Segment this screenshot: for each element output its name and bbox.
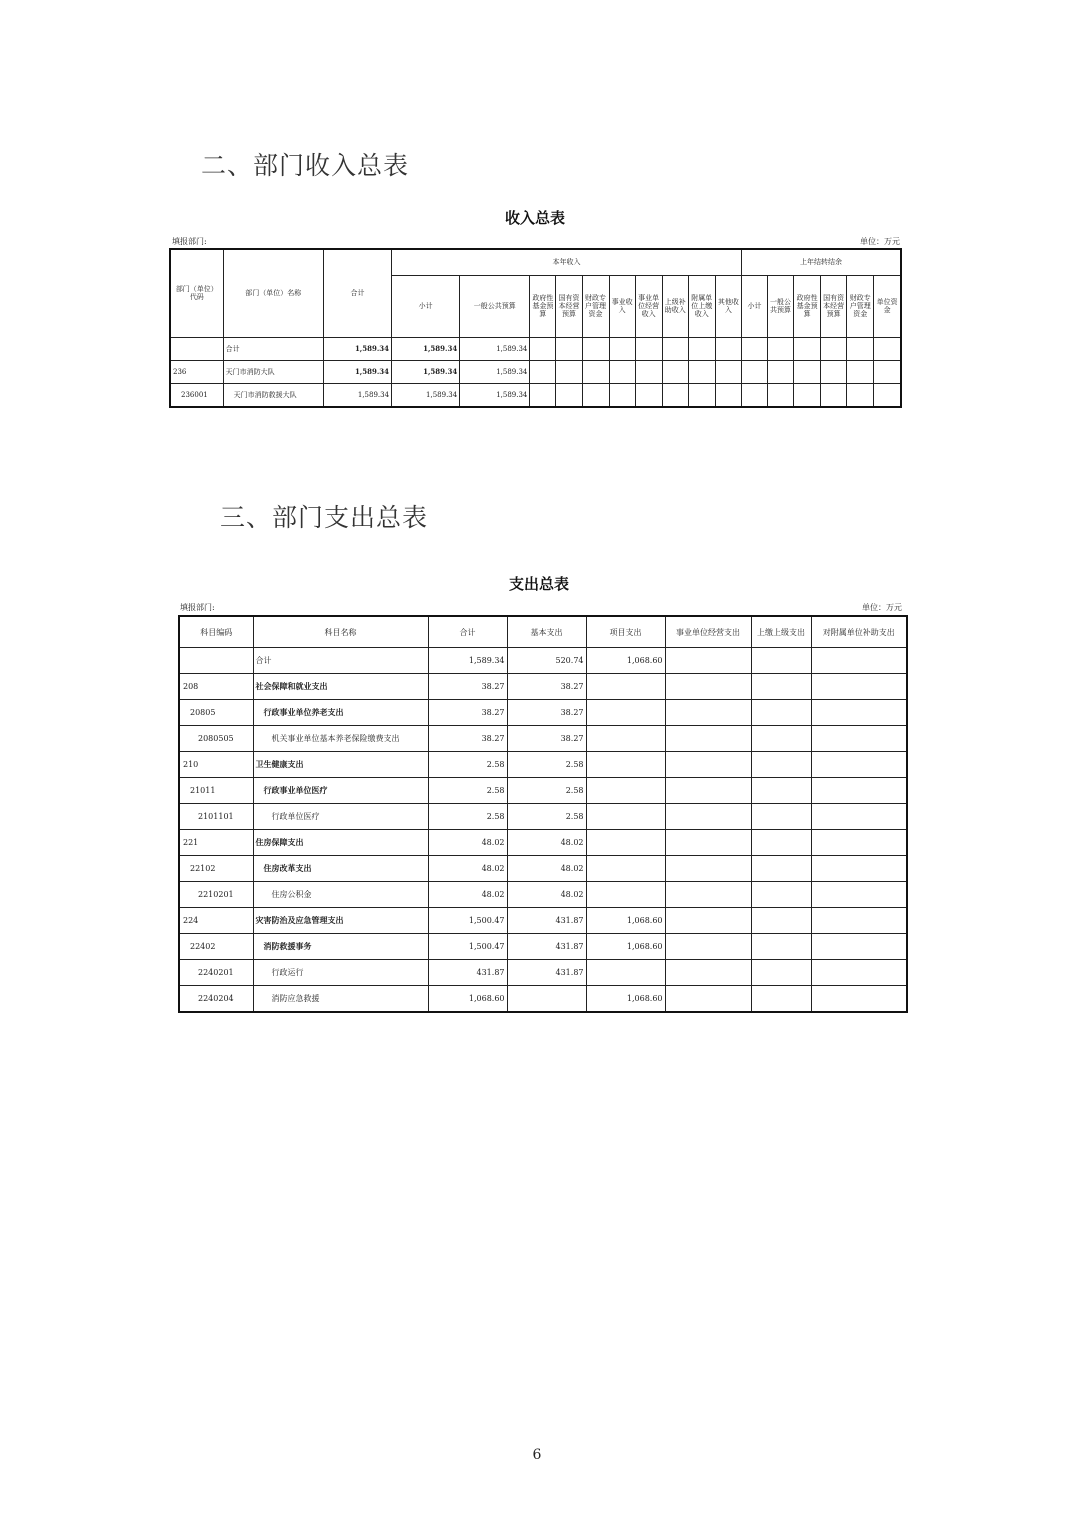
- expense-cell-total: 48.02: [428, 830, 507, 856]
- expense-cell-basic: 48.02: [507, 856, 586, 882]
- expense-cell-empty: [665, 856, 751, 882]
- expense-cell-total: 38.27: [428, 700, 507, 726]
- expense-cell-basic: 431.87: [507, 908, 586, 934]
- income-col-gov-fund: 政府性基金预算: [530, 275, 556, 337]
- income-col-affiliate-remit: 附属单位上缴收入: [688, 275, 715, 337]
- expense-header-code: 科目编码: [179, 616, 253, 648]
- expense-cell-project: [586, 726, 665, 752]
- expense-cell-basic: 431.87: [507, 934, 586, 960]
- expense-cell-empty: [751, 856, 811, 882]
- expense-cell-name: 行政事业单位养老支出: [253, 700, 428, 726]
- expense-cell-total: 1,500.47: [428, 934, 507, 960]
- expense-cell-code: 22102: [179, 856, 253, 882]
- income-cell-subtotal: 1,589.34: [392, 360, 460, 383]
- expense-row: [179, 934, 907, 960]
- expense-row: [179, 908, 907, 934]
- expense-cell-total: 2.58: [428, 804, 507, 830]
- expense-cell-empty: [665, 674, 751, 700]
- expense-cell-code: 221: [179, 830, 253, 856]
- income-col-other-income: 其他收入: [715, 275, 741, 337]
- expense-cell-empty: [665, 986, 751, 1013]
- expense-cell-empty: [811, 778, 907, 804]
- expense-cell-empty: [665, 726, 751, 752]
- income-col-prior-special: 财政专户管理资金: [847, 275, 874, 337]
- expense-cell-empty: [811, 726, 907, 752]
- income-col-special-account: 财政专户管理资金: [582, 275, 609, 337]
- expense-cell-basic: 2.58: [507, 804, 586, 830]
- expense-cell-project: 1,068.60: [586, 986, 665, 1013]
- income-col-superior-subsidy: 上级补助收入: [662, 275, 688, 337]
- expense-cell-name: 行政运行: [253, 960, 428, 986]
- expense-row: [179, 752, 907, 778]
- income-table: [169, 248, 902, 408]
- expense-cell-project: 1,068.60: [586, 908, 665, 934]
- expense-cell-empty: [751, 960, 811, 986]
- expense-cell-basic: 38.27: [507, 726, 586, 752]
- expense-cell-empty: [665, 882, 751, 908]
- expense-cell-basic: [507, 986, 586, 1013]
- expense-header-affiliate-subsidy: 对附属单位补助支出: [811, 616, 907, 648]
- expense-cell-empty: [751, 700, 811, 726]
- income-col-prior-unit-funds: 单位资金: [874, 275, 901, 337]
- expense-cell-project: [586, 700, 665, 726]
- expense-cell-total: 38.27: [428, 674, 507, 700]
- expense-cell-code: [179, 648, 253, 674]
- expense-cell-total: 431.87: [428, 960, 507, 986]
- expense-cell-project: [586, 778, 665, 804]
- expense-cell-basic: 431.87: [507, 960, 586, 986]
- expense-cell-empty: [665, 830, 751, 856]
- income-col-business-income: 事业收入: [609, 275, 635, 337]
- expense-cell-empty: [751, 648, 811, 674]
- expense-row: [179, 856, 907, 882]
- expense-cell-empty: [665, 908, 751, 934]
- income-cell-subtotal: 1,589.34: [392, 383, 460, 407]
- expense-cell-name: 住房保障支出: [253, 830, 428, 856]
- expense-cell-name: 消防救援事务: [253, 934, 428, 960]
- expense-cell-name: 机关事业单位基本养老保险缴费支出: [253, 726, 428, 752]
- expense-cell-empty: [751, 934, 811, 960]
- expense-cell-name: 社会保障和就业支出: [253, 674, 428, 700]
- income-cell-general: 1,589.34: [460, 383, 530, 407]
- expense-header-project: 项目支出: [586, 616, 665, 648]
- expense-cell-project: 1,068.60: [586, 648, 665, 674]
- income-cell-total: 1,589.34: [323, 383, 391, 407]
- expense-cell-empty: [751, 908, 811, 934]
- page-number: 6: [532, 1447, 542, 1463]
- expense-cell-basic: 2.58: [507, 752, 586, 778]
- expense-header-total: 合计: [428, 616, 507, 648]
- expense-cell-name: 行政事业单位医疗: [253, 778, 428, 804]
- expense-cell-empty: [665, 700, 751, 726]
- expense-cell-empty: [665, 804, 751, 830]
- expense-cell-empty: [751, 752, 811, 778]
- expense-cell-empty: [811, 700, 907, 726]
- expense-row: [179, 960, 907, 986]
- expense-cell-code: 210: [179, 752, 253, 778]
- expense-row: [179, 830, 907, 856]
- expense-cell-project: [586, 752, 665, 778]
- expense-cell-total: 48.02: [428, 856, 507, 882]
- expense-header-remit-superior: 上缴上级支出: [751, 616, 811, 648]
- expense-filler-label: 填报部门:: [180, 603, 215, 612]
- expense-row: [179, 778, 907, 804]
- income-cell-subtotal: 1,589.34: [392, 337, 460, 360]
- expense-cell-name: 行政单位医疗: [253, 804, 428, 830]
- income-cell-total: 1,589.34: [323, 360, 391, 383]
- expense-row-total: [179, 648, 907, 674]
- expense-cell-code: 2080505: [179, 726, 253, 752]
- expense-cell-empty: [665, 752, 751, 778]
- expense-cell-name: 合计: [253, 648, 428, 674]
- section3-title: 三、部门支出总表: [220, 503, 429, 532]
- section2-title: 二、部门收入总表: [201, 151, 410, 180]
- income-col-prior-subtotal: 小计: [741, 275, 767, 337]
- income-cell-total: 1,589.34: [323, 337, 391, 360]
- income-col-operating-income: 事业单位经营收入: [635, 275, 662, 337]
- expense-row: [179, 986, 907, 1013]
- expense-cell-empty: [751, 882, 811, 908]
- expense-cell-empty: [811, 986, 907, 1013]
- expense-row: [179, 674, 907, 700]
- expense-cell-empty: [811, 648, 907, 674]
- expense-cell-name: 卫生健康支出: [253, 752, 428, 778]
- expense-cell-code: 2101101: [179, 804, 253, 830]
- expense-cell-total: 2.58: [428, 778, 507, 804]
- income-header-total: 合计: [323, 249, 391, 337]
- income-col-prior-state-capital: 国有资本经营预算: [821, 275, 847, 337]
- expense-cell-code: 2210201: [179, 882, 253, 908]
- expense-cell-code: 2240201: [179, 960, 253, 986]
- expense-cell-name: 灾害防治及应急管理支出: [253, 908, 428, 934]
- expense-cell-code: 22402: [179, 934, 253, 960]
- expense-cell-empty: [751, 726, 811, 752]
- income-cell-name: 天门市消防救援大队: [223, 383, 323, 407]
- income-col-prior-gov-fund: 政府性基金预算: [794, 275, 821, 337]
- income-cell-code: 236001: [170, 383, 223, 407]
- expense-cell-name: 住房公积金: [253, 882, 428, 908]
- expense-row: [179, 882, 907, 908]
- expense-row: [179, 804, 907, 830]
- expense-cell-empty: [811, 674, 907, 700]
- expense-cell-empty: [811, 804, 907, 830]
- expense-cell-project: [586, 960, 665, 986]
- income-table-title: 收入总表: [505, 209, 566, 227]
- income-row: [170, 383, 901, 407]
- expense-cell-project: [586, 804, 665, 830]
- income-row-total: [170, 337, 901, 360]
- expense-table-title: 支出总表: [509, 575, 570, 593]
- expense-cell-code: 208: [179, 674, 253, 700]
- expense-cell-name: 住房改革支出: [253, 856, 428, 882]
- expense-cell-basic: 38.27: [507, 674, 586, 700]
- expense-cell-project: [586, 882, 665, 908]
- expense-cell-empty: [811, 882, 907, 908]
- expense-cell-empty: [751, 830, 811, 856]
- income-header-prior-year: 上年结转结余: [741, 249, 901, 275]
- expense-cell-project: [586, 856, 665, 882]
- expense-cell-total: 1,068.60: [428, 986, 507, 1013]
- expense-cell-code: 21011: [179, 778, 253, 804]
- expense-cell-total: 1,589.34: [428, 648, 507, 674]
- income-unit-label: 单位：万元: [860, 237, 900, 246]
- expense-cell-total: 48.02: [428, 882, 507, 908]
- expense-cell-total: 38.27: [428, 726, 507, 752]
- expense-header-operating: 事业单位经营支出: [665, 616, 751, 648]
- expense-cell-empty: [665, 778, 751, 804]
- expense-cell-empty: [665, 648, 751, 674]
- income-col-subtotal: 小计: [392, 275, 460, 337]
- income-header-dept-code: 部门（单位）代码: [170, 249, 223, 337]
- income-filler-label: 填报部门:: [172, 237, 207, 246]
- expense-cell-basic: 2.58: [507, 778, 586, 804]
- expense-cell-project: 1,068.60: [586, 934, 665, 960]
- expense-header-name: 科目名称: [253, 616, 428, 648]
- expense-cell-empty: [751, 778, 811, 804]
- expense-cell-empty: [751, 674, 811, 700]
- expense-cell-basic: 520.74: [507, 648, 586, 674]
- expense-header-basic: 基本支出: [507, 616, 586, 648]
- expense-cell-empty: [811, 752, 907, 778]
- expense-cell-empty: [665, 934, 751, 960]
- expense-cell-project: [586, 674, 665, 700]
- income-cell-name: 合计: [223, 337, 323, 360]
- expense-cell-empty: [811, 830, 907, 856]
- expense-cell-empty: [665, 960, 751, 986]
- expense-unit-label: 单位：万元: [862, 603, 902, 612]
- income-col-prior-general: 一般公共预算: [767, 275, 793, 337]
- expense-cell-name: 消防应急救援: [253, 986, 428, 1013]
- income-header-dept-name: 部门（单位）名称: [223, 249, 323, 337]
- expense-cell-empty: [811, 960, 907, 986]
- income-col-general-budget: 一般公共预算: [460, 275, 530, 337]
- income-cell-code: 236: [170, 360, 223, 383]
- income-col-state-capital: 国有资本经营预算: [556, 275, 582, 337]
- expense-cell-empty: [811, 856, 907, 882]
- expense-cell-project: [586, 830, 665, 856]
- expense-cell-code: 20805: [179, 700, 253, 726]
- expense-cell-empty: [811, 934, 907, 960]
- expense-cell-total: 1,500.47: [428, 908, 507, 934]
- expense-cell-basic: 38.27: [507, 700, 586, 726]
- income-cell-name: 天门市消防大队: [223, 360, 323, 383]
- income-header-current-year: 本年收入: [392, 249, 742, 275]
- expense-cell-basic: 48.02: [507, 830, 586, 856]
- expense-table: [178, 615, 908, 1013]
- expense-cell-empty: [751, 804, 811, 830]
- expense-cell-code: 224: [179, 908, 253, 934]
- expense-cell-total: 2.58: [428, 752, 507, 778]
- expense-cell-empty: [751, 986, 811, 1013]
- expense-row: [179, 726, 907, 752]
- income-cell-general: 1,589.34: [460, 360, 530, 383]
- expense-row: [179, 700, 907, 726]
- expense-cell-code: 2240204: [179, 986, 253, 1013]
- income-row: [170, 360, 901, 383]
- expense-cell-empty: [811, 908, 907, 934]
- expense-cell-basic: 48.02: [507, 882, 586, 908]
- income-cell-general: 1,589.34: [460, 337, 530, 360]
- income-cell-code: [170, 337, 223, 360]
